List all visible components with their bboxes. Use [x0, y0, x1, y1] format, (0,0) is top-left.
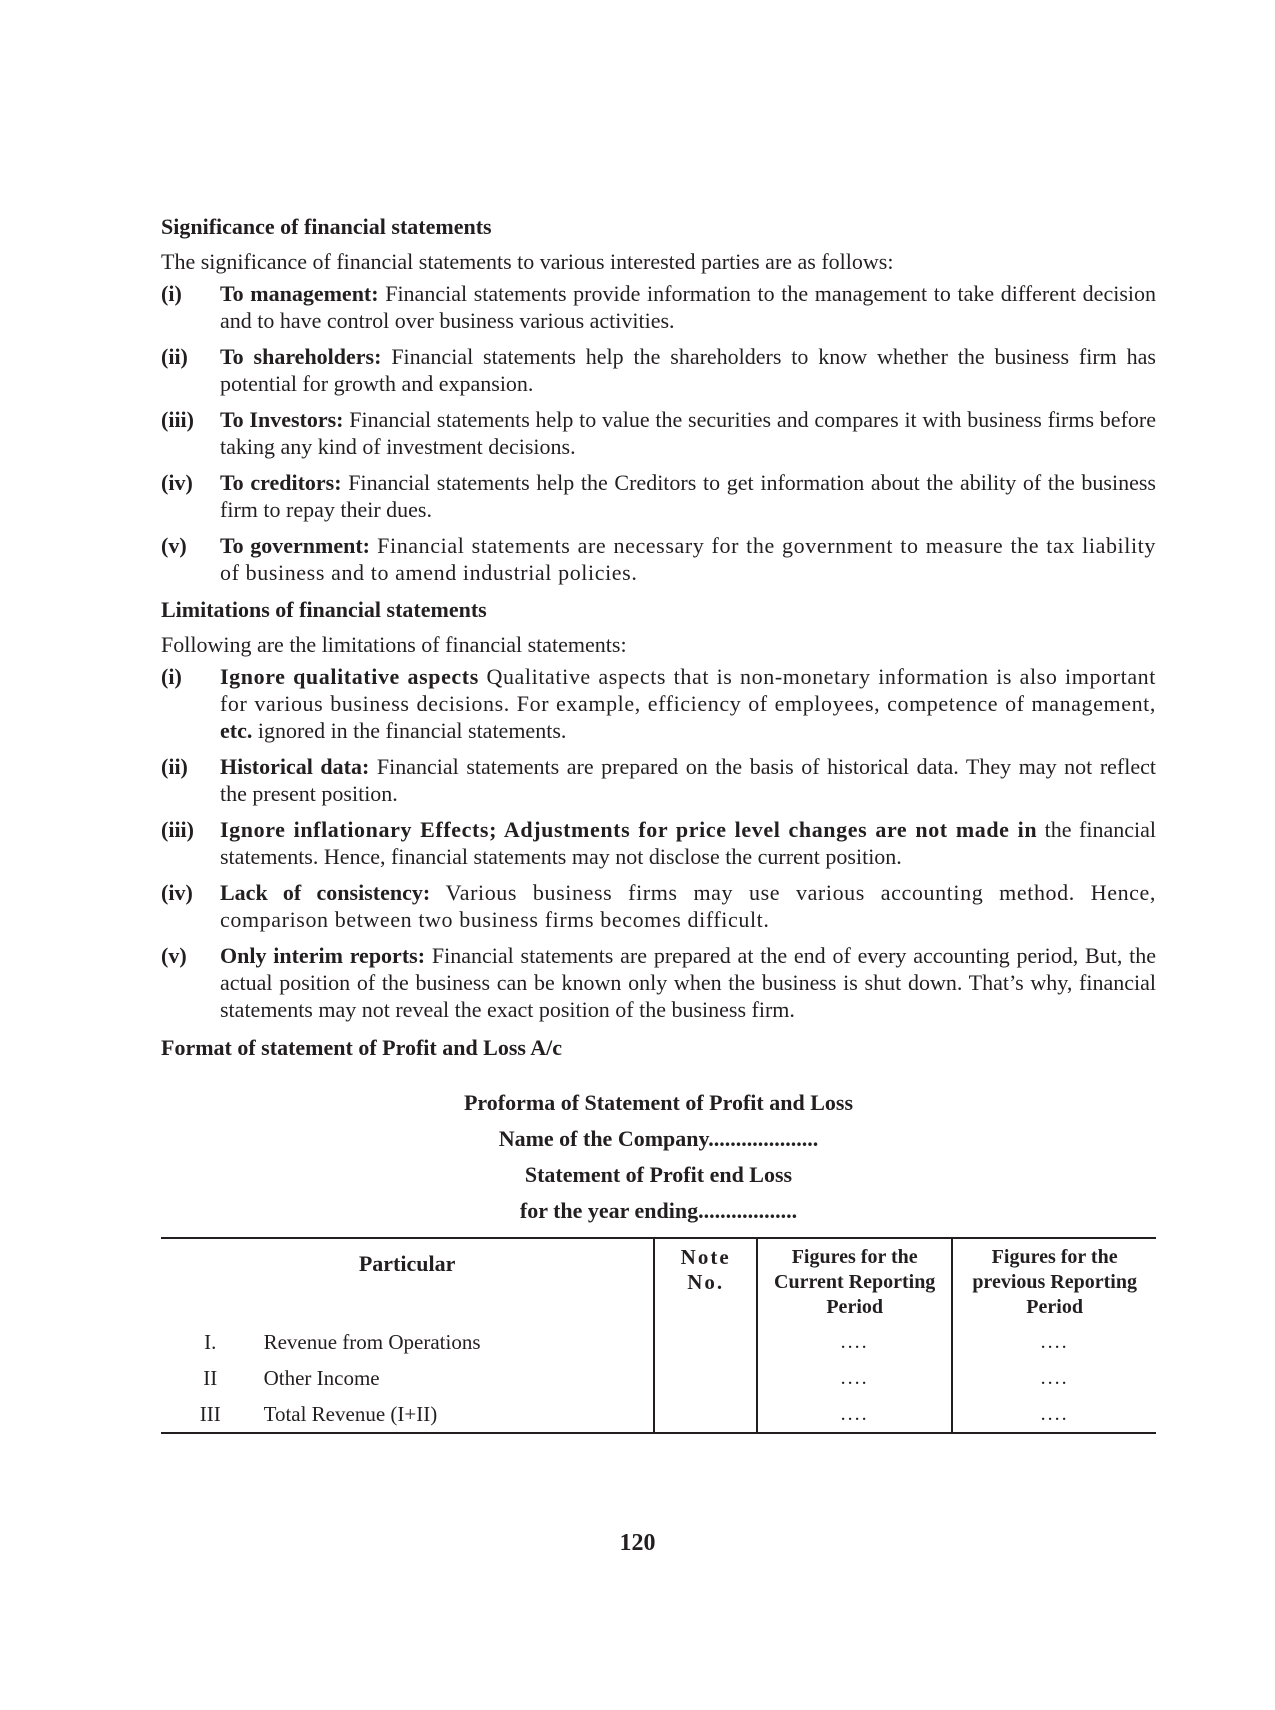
list-item	[161, 816, 1156, 870]
item-text: Financial statements help the Creditors to get information about the ability of the business firm to repay their dues.	[220, 470, 1156, 522]
row-particular: Revenue from Operations	[263, 1329, 481, 1354]
row-particular: Total Revenue (I+II)	[263, 1401, 438, 1426]
item-number: (iii)	[161, 817, 194, 842]
item-text: Financial statements help to value the securities and compares it with business firms before taking any kind of investment decisions.	[220, 407, 1156, 459]
list-item	[161, 879, 1156, 933]
item-lead: Ignore inflationary Effects; Adjustments for price level changes are not made in	[220, 817, 1038, 842]
significance-intro: The significance of financial statements to various interested parties are as follows:	[161, 249, 894, 274]
item-lead: To creditors:	[220, 470, 342, 495]
list-item	[161, 942, 1156, 1023]
item-text: Qualitative aspects that is non-monetary information is also important for various business decisions. For example, efficiency of employees, competence of management,	[220, 664, 1156, 716]
list-item	[161, 280, 1156, 334]
item-lead: Ignore qualitative aspects	[220, 664, 479, 689]
significance-heading: Significance of financial statements	[161, 214, 492, 239]
header-current-period: Figures for the Current Reporting Period	[757, 1238, 952, 1324]
list-item	[161, 406, 1156, 460]
company-name-line: Name of the Company....................	[498, 1126, 819, 1151]
profit-loss-table	[161, 1237, 1156, 1434]
item-text: Financial statements provide information to the management to take different decision and to have control over business various activities.	[220, 281, 1157, 333]
header-particular: Particular	[358, 1251, 456, 1276]
significance-list	[161, 280, 1156, 586]
item-number: (v)	[161, 533, 187, 558]
row-numeral: III	[199, 1401, 221, 1426]
page-content	[161, 212, 1156, 1434]
item-lead: To government:	[220, 533, 370, 558]
row-numeral: II	[203, 1365, 218, 1390]
item-text: Various business firms may use various accounting method. Hence, comparison between two business firms becomes difficult.	[220, 880, 1157, 932]
item-text: Financial statements are necessary for the government to measure the tax liability of business and to amend industrial policies.	[220, 533, 1156, 585]
item-lead: To Investors:	[220, 407, 344, 432]
item-text: ignored in the financial statements.	[252, 718, 567, 743]
item-bold-text: etc.	[220, 718, 253, 743]
item-lead: To management:	[220, 281, 379, 306]
item-lead: Lack of consistency:	[220, 880, 431, 905]
item-number: (ii)	[161, 754, 188, 779]
row-previous-value: ....	[1040, 1330, 1069, 1353]
row-note	[654, 1324, 757, 1360]
row-note	[654, 1360, 757, 1396]
proforma-title: Proforma of Statement of Profit and Loss	[463, 1090, 854, 1115]
row-current-value: ....	[757, 1360, 952, 1396]
list-item	[161, 469, 1156, 523]
limitations-intro: Following are the limitations of financial statements:	[161, 632, 627, 657]
item-number: (iv)	[161, 880, 193, 905]
row-note	[654, 1396, 757, 1433]
item-number: (i)	[161, 664, 182, 689]
item-text: Financial statements are prepared on the basis of historical data. They may not reflect the present position.	[220, 754, 1156, 806]
list-item	[161, 343, 1156, 397]
row-particular: Other Income	[263, 1365, 380, 1390]
item-number: (v)	[161, 943, 187, 968]
table-header-row	[161, 1238, 1156, 1324]
header-previous-period: Figures for the previous Reporting Period	[972, 1246, 1137, 1318]
item-number: (iv)	[161, 470, 193, 495]
year-ending-line: for the year ending..................	[519, 1198, 798, 1223]
header-note-no: Note No.	[654, 1238, 757, 1324]
row-numeral: I.	[204, 1329, 217, 1354]
row-previous-value: ....	[1040, 1366, 1069, 1389]
table-row	[161, 1360, 1156, 1396]
table-row	[161, 1396, 1156, 1433]
proforma-title-block	[161, 1085, 1156, 1229]
item-text: Financial statements help the shareholders to know whether the business firm has potential for growth and expansion.	[220, 344, 1156, 396]
row-current-value: ....	[757, 1324, 952, 1360]
limitations-list	[161, 663, 1156, 1023]
format-heading: Format of statement of Profit and Loss A/c	[161, 1035, 563, 1060]
list-item	[161, 532, 1156, 586]
list-item	[161, 753, 1156, 807]
item-lead: Only interim reports:	[220, 943, 426, 968]
statement-title: Statement of Profit end Loss	[524, 1162, 793, 1187]
item-lead: To shareholders:	[220, 344, 382, 369]
row-previous-value: ....	[1040, 1402, 1069, 1425]
row-current-value: ....	[757, 1396, 952, 1433]
item-number: (ii)	[161, 344, 188, 369]
item-text: the financial statements. Hence, financial statements may not disclose the current position.	[220, 817, 1156, 869]
table-row	[161, 1324, 1156, 1360]
item-text: Financial statements are prepared at the end of every accounting period, But, the actual position of the business can be known only when the business is shut down. That’s why, financial statements may not reveal the exact position of the business firm.	[220, 943, 1156, 1022]
item-lead: Historical data:	[220, 754, 370, 779]
list-item	[161, 663, 1156, 744]
page-number: 120	[619, 1530, 656, 1556]
item-number: (iii)	[161, 407, 194, 432]
limitations-heading: Limitations of financial statements	[161, 597, 487, 622]
item-number: (i)	[161, 281, 182, 306]
